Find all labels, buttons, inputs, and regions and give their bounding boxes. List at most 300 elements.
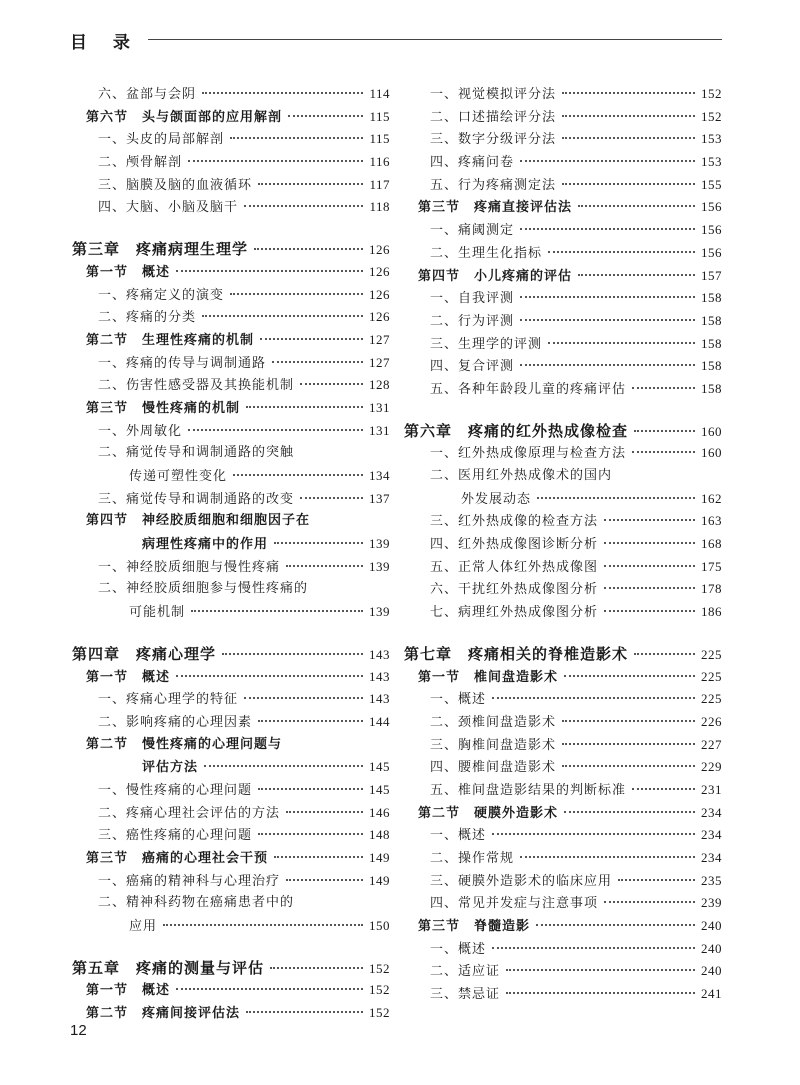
chapter-gap [404, 624, 722, 643]
dot-leader [548, 342, 695, 344]
toc-entry-title: 二、行为评测 [430, 313, 515, 329]
toc-page-number: 126 [369, 263, 390, 279]
toc-section[interactable] [72, 1002, 390, 1025]
toc-entry-title: 二、口述描绘评分法 [430, 109, 557, 125]
toc-item[interactable] [404, 442, 722, 465]
toc-page-number: 229 [701, 759, 722, 775]
dot-leader [258, 720, 363, 722]
toc-entry-title: 三、红外热成像的检查方法 [430, 514, 599, 530]
toc-item[interactable] [404, 556, 722, 579]
toc-entry-title: 一、疼痛心理学的特征 [98, 692, 239, 708]
toc-entry-title: 第三节 癌痛的心理社会干预 [86, 851, 269, 866]
toc-item[interactable] [72, 824, 390, 847]
toc-entry-title: 第三节 脊髓造影 [418, 919, 531, 935]
toc-page-number: 149 [369, 872, 390, 888]
dot-leader [562, 115, 695, 117]
toc-entry-title: 二、疼痛的分类 [98, 310, 197, 326]
toc-page-number: 160 [701, 445, 722, 461]
dot-leader [300, 497, 363, 499]
toc-item[interactable] [404, 151, 722, 174]
dot-leader [520, 364, 695, 366]
toc-entry-title: 第一节 概述 [86, 983, 171, 999]
toc-entry-title: 五、正常人体红外热成像图 [430, 559, 599, 575]
toc-entry-title: 一、视觉模拟评分法 [430, 87, 557, 102]
dot-leader [202, 92, 363, 94]
toc-section[interactable] [72, 261, 390, 284]
dot-leader [258, 833, 363, 835]
toc-entry-title: 三、胸椎间盘造影术 [430, 737, 557, 753]
dot-leader [288, 115, 363, 117]
dot-leader [562, 137, 695, 139]
toc-entry-title: 一、概述 [430, 941, 487, 957]
toc-entry-title: 第二节 硬膜外造影术 [418, 805, 559, 821]
toc-page-number: 155 [701, 176, 722, 192]
toc-item[interactable] [72, 196, 390, 219]
dot-leader [520, 319, 695, 321]
dot-leader [492, 947, 695, 949]
toc-item[interactable] [72, 779, 390, 802]
dot-leader [230, 137, 363, 139]
toc-entry-title: 一、外周敏化 [98, 423, 183, 439]
dot-leader [634, 430, 695, 432]
dot-leader [260, 338, 363, 340]
toc-item-continued[interactable] [72, 465, 390, 488]
toc-page-number: 178 [701, 581, 722, 597]
toc-item[interactable] [404, 287, 722, 310]
toc-entry-title: 四、大脑、小脑及脑干 [98, 200, 239, 216]
toc-entry-title: 三、脑膜及脑的血液循环 [98, 177, 253, 193]
toc-entry-title: 一、疼痛定义的演变 [98, 287, 225, 303]
toc-page-number: 143 [369, 646, 390, 662]
dot-leader [520, 160, 695, 162]
toc-page-number: 156 [701, 222, 722, 238]
dot-leader [506, 992, 695, 994]
dot-leader [176, 270, 363, 272]
toc-page-number: 163 [701, 513, 722, 529]
dot-leader [272, 361, 363, 363]
dot-leader [202, 315, 363, 317]
toc-item[interactable] [404, 378, 722, 401]
chapter-gap [72, 624, 390, 643]
dot-leader [632, 387, 695, 389]
dot-leader [258, 183, 363, 185]
dot-leader [163, 924, 363, 926]
toc-page-number: 139 [369, 604, 390, 620]
dot-leader [520, 296, 695, 298]
header-rule [148, 39, 722, 40]
toc-page-number: 158 [701, 358, 722, 374]
dot-leader [520, 856, 695, 858]
toc-item[interactable] [72, 688, 390, 711]
toc-page-number: 128 [369, 377, 390, 393]
dot-leader [286, 811, 363, 813]
toc-page-number: 127 [369, 331, 390, 347]
dot-leader [191, 610, 363, 612]
toc-entry-title: 第六节 头与颌面部的应用解剖 [86, 109, 283, 125]
dot-leader [176, 675, 363, 677]
toc-page-number: 225 [701, 668, 722, 684]
toc-page-number: 240 [701, 940, 722, 956]
toc-entry-title: 应用 [129, 919, 158, 935]
toc-page-number: 152 [369, 1005, 390, 1021]
toc-item[interactable] [404, 824, 722, 847]
toc-section[interactable] [404, 802, 722, 825]
toc-item[interactable] [404, 688, 722, 711]
toc-entry-title: 三、癌性疼痛的心理问题 [98, 828, 253, 844]
dot-leader [537, 497, 695, 499]
toc-section[interactable] [404, 666, 722, 689]
toc-page-number: 137 [369, 490, 390, 506]
toc-page-number: 139 [369, 558, 390, 574]
toc-page-number: 158 [701, 380, 722, 396]
toc-item[interactable] [404, 533, 722, 556]
dot-leader [492, 833, 695, 835]
toc-item[interactable] [404, 310, 722, 333]
toc-section[interactable] [72, 979, 390, 1002]
toc-page-number: 239 [701, 895, 722, 911]
dot-leader [604, 587, 695, 589]
chapter-gap [72, 938, 390, 957]
dot-leader [244, 205, 363, 207]
toc-entry-title: 一、神经胶质细胞与慢性疼痛 [98, 559, 281, 575]
toc-item-continued[interactable] [72, 915, 390, 938]
dot-leader [604, 565, 695, 567]
dot-leader [270, 967, 363, 969]
dot-leader [274, 542, 363, 544]
toc-section[interactable] [72, 666, 390, 689]
dot-leader [520, 228, 695, 230]
toc-page-number: 145 [369, 759, 390, 775]
dot-leader [604, 901, 695, 903]
toc-item[interactable] [404, 756, 722, 779]
dot-leader [176, 988, 363, 990]
toc-item[interactable] [72, 174, 390, 197]
dot-leader [562, 720, 695, 722]
dot-leader [300, 383, 363, 385]
toc-page-number: 126 [369, 309, 390, 325]
toc-item[interactable] [72, 488, 390, 511]
toc-entry-title: 五、行为疼痛测定法 [430, 177, 557, 193]
toc-entry-title: 二、影响疼痛的心理因素 [98, 714, 253, 730]
toc-item[interactable] [404, 779, 722, 802]
toc-page-number: 126 [369, 242, 390, 258]
toc-entry-title: 第四节 神经胶质细胞和细胞因子在 [86, 513, 311, 529]
page-header [70, 28, 722, 58]
toc-entry-title: 三、硬膜外造影术的临床应用 [430, 873, 613, 889]
toc-page-number: 153 [701, 131, 722, 147]
toc-entry-title: 四、腰椎间盘造影术 [430, 760, 557, 776]
toc-entry-title: 二、操作常规 [430, 851, 515, 866]
toc-entry-title: 三、痛觉传导和调制通路的改变 [98, 491, 295, 507]
toc-entry-title: 四、复合评测 [430, 359, 515, 375]
toc-item[interactable] [404, 174, 722, 197]
toc-page-number: 227 [701, 736, 722, 752]
header-title: 目 录 [70, 33, 140, 53]
toc-page-number: 152 [701, 86, 722, 101]
toc-section[interactable] [72, 329, 390, 352]
dot-leader [604, 519, 695, 521]
toc-page-number: 126 [369, 286, 390, 302]
toc-page-number: 143 [369, 668, 390, 684]
dot-leader [562, 92, 695, 94]
toc-entry-title: 第五章 疼痛的测量与评估 [72, 958, 265, 977]
toc-entry-title: 第二节 生理性疼痛的机制 [86, 332, 255, 348]
dot-leader [604, 610, 695, 612]
dot-leader [204, 765, 363, 767]
toc-item-continued[interactable] [72, 601, 390, 624]
toc-item[interactable] [404, 355, 722, 378]
toc-chapter[interactable] [404, 643, 722, 666]
toc-item[interactable] [72, 802, 390, 825]
toc-item[interactable] [72, 151, 390, 174]
toc-item[interactable] [404, 938, 722, 961]
toc-entry-title: 第一节 椎间盘造影术 [418, 669, 559, 685]
toc-item[interactable] [404, 83, 722, 106]
toc-entry-title: 第四节 小儿疼痛的评估 [418, 268, 573, 284]
page-number: 12 [70, 1022, 87, 1039]
toc-page-number: 158 [701, 312, 722, 328]
toc-entry-title: 一、自我评测 [430, 291, 515, 307]
toc-page-number: 156 [701, 244, 722, 260]
toc-page-number: 116 [369, 154, 390, 170]
toc-entry-title: 病理性疼痛中的作用 [142, 537, 269, 553]
toc-page-number: 225 [701, 691, 722, 707]
toc-section[interactable] [72, 397, 390, 420]
toc-page-number: 150 [369, 918, 390, 934]
toc-section[interactable] [404, 915, 722, 938]
toc-page-number: 240 [701, 963, 722, 979]
dot-leader [562, 183, 695, 185]
toc-section-continued[interactable] [72, 756, 390, 779]
toc-item[interactable] [404, 983, 722, 1006]
toc-page-number: 115 [369, 131, 390, 147]
toc-entry-title: 三、生理学的评测 [430, 336, 543, 352]
toc-item[interactable] [72, 420, 390, 443]
toc-entry-title: 第二节 疼痛间接评估法 [86, 1006, 241, 1022]
toc-section[interactable] [72, 510, 390, 533]
toc-section-continued[interactable] [72, 533, 390, 556]
toc-chapter[interactable] [404, 420, 722, 443]
toc-entry-title: 二、疼痛心理社会评估的方法 [98, 805, 281, 821]
toc-chapter[interactable] [72, 238, 390, 261]
toc-item[interactable] [404, 333, 722, 356]
toc-entry-title: 可能机制 [129, 605, 186, 621]
toc-page-number: 149 [369, 850, 390, 865]
dot-leader [634, 653, 695, 655]
toc-item[interactable] [72, 352, 390, 375]
toc-entry-title: 二、伤害性感受器及其换能机制 [98, 378, 295, 394]
toc-page-number: 157 [701, 267, 722, 283]
toc-page-number: 114 [369, 86, 390, 101]
toc-entry-title: 六、干扰红外热成像图分析 [430, 582, 599, 598]
toc-item[interactable] [72, 578, 390, 601]
toc-entry-title: 第三章 疼痛病理生理学 [72, 240, 249, 259]
dot-leader [632, 788, 695, 790]
toc-page-number: 146 [369, 804, 390, 820]
toc-chapter[interactable] [72, 957, 390, 980]
dot-leader [578, 274, 695, 276]
dot-leader [286, 565, 363, 567]
dot-leader [254, 248, 363, 250]
toc-item[interactable] [72, 83, 390, 106]
toc-entry-title: 二、颅骨解剖 [98, 155, 183, 171]
dot-leader [286, 879, 363, 881]
toc-item[interactable] [404, 578, 722, 601]
toc-page-number: 152 [369, 960, 390, 976]
toc-page-number: 234 [701, 804, 722, 820]
toc-item[interactable] [404, 870, 722, 893]
toc-entry-title: 第一节 概述 [86, 264, 171, 280]
toc-item[interactable] [72, 892, 390, 915]
toc-entry-title: 二、精神科药物在癌痛患者中的 [98, 895, 295, 911]
dot-leader [618, 879, 695, 881]
toc-entry-title: 评估方法 [142, 760, 199, 776]
toc-page-number: 158 [701, 335, 722, 351]
toc-section[interactable] [72, 734, 390, 757]
toc-entry-title: 一、疼痛的传导与调制通路 [98, 355, 267, 371]
dot-leader [548, 251, 695, 253]
toc-entry-title: 三、数字分级评分法 [430, 132, 557, 148]
toc-entry-title: 第一节 概述 [86, 669, 171, 685]
toc-item[interactable] [72, 374, 390, 397]
dot-leader [274, 856, 363, 858]
toc-column-right [404, 83, 722, 1006]
toc-entry-title: 一、概述 [430, 692, 487, 708]
toc-entry-title: 一、痛阈测定 [430, 223, 515, 239]
toc-item[interactable] [404, 734, 722, 757]
dot-leader [244, 697, 363, 699]
toc-page-number: 234 [701, 827, 722, 843]
toc-item[interactable] [72, 442, 390, 465]
toc-page-number: 139 [369, 536, 390, 552]
toc-page-number: 225 [701, 646, 722, 662]
toc-page-number: 240 [701, 918, 722, 934]
toc-item[interactable] [72, 870, 390, 893]
toc-item[interactable] [404, 465, 722, 488]
toc-entry-title: 一、慢性疼痛的心理问题 [98, 782, 253, 798]
toc-item[interactable] [404, 847, 722, 870]
toc-entry-title: 一、头皮的局部解剖 [98, 132, 225, 148]
toc-entry-title: 二、神经胶质细胞参与慢性疼痛的 [98, 581, 309, 597]
toc-section[interactable] [404, 196, 722, 219]
toc-entry-title: 七、病理红外热成像图分析 [430, 605, 599, 621]
dot-leader [492, 697, 695, 699]
dot-leader [246, 406, 363, 408]
toc-page-number: 118 [369, 199, 390, 215]
toc-item[interactable] [404, 601, 722, 624]
dot-leader [564, 811, 695, 813]
toc-page-number: 148 [369, 827, 390, 843]
toc-item[interactable] [72, 306, 390, 329]
toc-chapter[interactable] [72, 643, 390, 666]
toc-item[interactable] [404, 219, 722, 242]
toc-section[interactable] [72, 106, 390, 129]
dot-leader [222, 653, 363, 655]
toc-item[interactable] [404, 106, 722, 129]
toc-entry-title: 一、癌痛的精神科与心理治疗 [98, 873, 281, 889]
toc-page-number: 234 [701, 850, 722, 865]
toc-entry-title: 一、概述 [430, 828, 487, 844]
toc-entry-title: 五、各种年龄段儿童的疼痛评估 [430, 381, 627, 397]
toc-page-number: 131 [369, 422, 390, 438]
dot-leader [506, 969, 695, 971]
toc-item[interactable] [404, 960, 722, 983]
dot-leader [536, 924, 695, 926]
dot-leader [246, 1011, 363, 1013]
toc-page-number: 127 [369, 354, 390, 370]
toc-page-number: 115 [369, 108, 390, 124]
toc-entry-title: 第四章 疼痛心理学 [72, 644, 217, 663]
toc-page-number: 160 [701, 423, 722, 439]
toc-section[interactable] [72, 847, 390, 870]
toc-item[interactable] [404, 510, 722, 533]
toc-entry-title: 二、颈椎间盘造影术 [430, 714, 557, 730]
dot-leader [188, 429, 363, 431]
toc-entry-title: 第六章 疼痛的红外热成像检查 [404, 421, 629, 440]
toc-page-number: 144 [369, 713, 390, 729]
toc-entry-title: 三、禁忌证 [430, 987, 501, 1003]
toc-entry-title: 一、红外热成像原理与检查方法 [430, 446, 627, 462]
toc-page-number: 152 [701, 108, 722, 124]
toc-entry-title: 第三节 疼痛直接评估法 [418, 200, 573, 216]
toc-item[interactable] [72, 556, 390, 579]
toc-entry-title: 第七章 疼痛相关的脊椎造影术 [404, 644, 629, 663]
toc-entry-title: 传递可塑性变化 [129, 469, 228, 484]
toc-page-number: 158 [701, 290, 722, 306]
toc-item[interactable] [404, 242, 722, 265]
chapter-gap [404, 401, 722, 420]
toc-page-number: 156 [701, 199, 722, 215]
toc-page-number: 117 [369, 176, 390, 192]
toc-page-number: 168 [701, 536, 722, 552]
toc-item[interactable] [404, 892, 722, 915]
dot-leader [258, 788, 363, 790]
toc-page-number: 162 [701, 490, 722, 506]
dot-leader [230, 293, 363, 295]
toc-page-number: 231 [701, 781, 722, 797]
toc-column-left [72, 83, 390, 1025]
toc-entry-title: 二、生理生化指标 [430, 245, 543, 261]
toc-page-number: 145 [369, 781, 390, 797]
toc-entry-title: 四、常见并发症与注意事项 [430, 896, 599, 912]
toc-item[interactable] [404, 128, 722, 151]
toc-entry-title: 四、红外热成像图诊断分析 [430, 537, 599, 553]
toc-entry-title: 二、痛觉传导和调制通路的突触 [98, 445, 295, 461]
toc-page-number: 175 [701, 558, 722, 574]
toc-item[interactable] [72, 711, 390, 734]
dot-leader [188, 160, 363, 162]
toc-entry-title: 外发展动态 [461, 491, 532, 507]
dot-leader [632, 451, 695, 453]
dot-leader [578, 205, 695, 207]
dot-leader [233, 474, 363, 476]
toc-page-number: 153 [701, 154, 722, 170]
toc-section[interactable] [404, 265, 722, 288]
toc-item[interactable] [72, 284, 390, 307]
toc-page-number: 134 [369, 468, 390, 483]
toc-page-number: 131 [369, 399, 390, 415]
toc-entry-title: 五、椎间盘造影结果的判断标准 [430, 782, 627, 798]
toc-item-continued[interactable] [404, 488, 722, 511]
toc-entry-title: 二、医用红外热成像术的国内 [430, 468, 613, 483]
toc-page-number: 152 [369, 982, 390, 998]
dot-leader [604, 542, 695, 544]
toc-item[interactable] [404, 711, 722, 734]
chapter-gap [72, 219, 390, 238]
toc-page-number: 226 [701, 713, 722, 729]
toc-entry-title: 六、盆部与会阴 [98, 87, 197, 102]
toc-item[interactable] [72, 128, 390, 151]
